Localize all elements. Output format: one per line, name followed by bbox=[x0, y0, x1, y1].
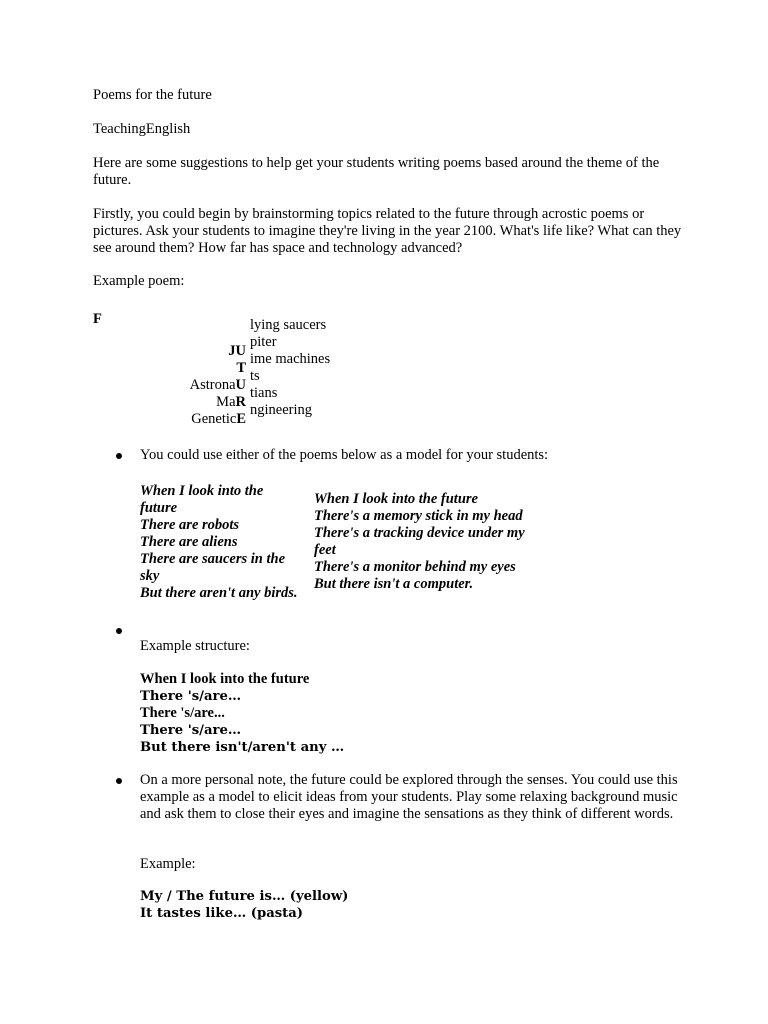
structure-line: There 's/are… bbox=[140, 723, 242, 738]
poem-line: feet bbox=[314, 542, 336, 558]
acrostic-right-text: ts bbox=[250, 368, 260, 384]
acrostic-left-text bbox=[166, 394, 246, 411]
intro-paragraph: Here are some suggestions to help get your students writing poems based around the theme of the future. bbox=[93, 155, 660, 188]
poem-line: When I look into the bbox=[140, 483, 264, 499]
document-title: Poems for the future bbox=[93, 87, 212, 103]
poem-line: But there aren't any birds. bbox=[140, 585, 298, 601]
acrostic-right-text: ngineering bbox=[250, 402, 313, 418]
bullet-marker bbox=[116, 453, 122, 459]
structure-line: There 's/are… bbox=[140, 689, 242, 704]
poem-line: There's a tracking device under my bbox=[314, 525, 525, 541]
poem-right bbox=[314, 491, 525, 593]
acrostic-letter: T bbox=[236, 360, 246, 376]
structure-block bbox=[140, 671, 344, 756]
poem-line: There's a monitor behind my eyes bbox=[314, 559, 516, 575]
senses-line: My / The future is… (yellow) bbox=[140, 889, 349, 904]
senses-line: It tastes like… (pasta) bbox=[140, 906, 304, 921]
bullet-marker bbox=[116, 628, 122, 634]
acrostic-letter: E bbox=[236, 411, 246, 427]
poem-line: There's a memory stick in my head bbox=[314, 508, 523, 524]
bullet-text: On a more personal note, the future could be explored through the senses. You could use this example as a model to elicit ideas from your students. Play some relaxing background music and ask them to close their eyes and imagine the sensations as they think of different words. bbox=[140, 772, 678, 822]
example-structure-label: Example structure: bbox=[140, 638, 250, 654]
senses-block bbox=[140, 888, 348, 922]
acrostic-prefix: Ma bbox=[216, 394, 236, 410]
poem-line: There are robots bbox=[140, 517, 240, 533]
poem-line: There are aliens bbox=[140, 534, 238, 550]
source-label: TeachingEnglish bbox=[93, 121, 191, 137]
poem-line: sky bbox=[140, 568, 160, 584]
acrostic-left-text: JU bbox=[228, 343, 246, 359]
acrostic-letter: U bbox=[235, 377, 246, 393]
poem-line: future bbox=[140, 500, 178, 516]
poem-line: There are saucers in the bbox=[140, 551, 285, 567]
poem-line: When I look into the future bbox=[314, 491, 478, 507]
poem-line: But there isn't a computer. bbox=[314, 576, 474, 592]
acrostic-right-text: piter bbox=[250, 334, 277, 350]
acrostic-right-text: lying saucers bbox=[250, 317, 327, 333]
example-poem-label: Example poem: bbox=[93, 273, 185, 289]
structure-line: There 's/are... bbox=[140, 705, 225, 721]
firstly-paragraph: Firstly, you could begin by brainstorming topics related to the future through acrostic poems or pictures. Ask your students to imagine they're living in the year 2100. What's life like? What can they see around them? How far has space and technology advanced? bbox=[93, 206, 682, 256]
example-label: Example: bbox=[140, 856, 196, 872]
acrostic-left-text bbox=[166, 377, 246, 394]
structure-line: But there isn't/aren't any … bbox=[140, 740, 345, 755]
poem-left bbox=[140, 483, 298, 602]
acrostic-left-text bbox=[166, 411, 246, 428]
acrostic-prefix: Astrona bbox=[189, 377, 236, 393]
acrostic-prefix: Genetic bbox=[191, 411, 237, 427]
acrostic-letter: R bbox=[235, 394, 246, 410]
acrostic-right-text: ime machines bbox=[250, 351, 331, 367]
bullet-marker bbox=[116, 778, 122, 784]
acrostic-letter-f: F bbox=[93, 311, 102, 327]
acrostic-right-text: tians bbox=[250, 385, 278, 401]
structure-line: When I look into the future bbox=[140, 671, 310, 687]
bullet-text: You could use either of the poems below as a model for your students: bbox=[140, 447, 549, 463]
